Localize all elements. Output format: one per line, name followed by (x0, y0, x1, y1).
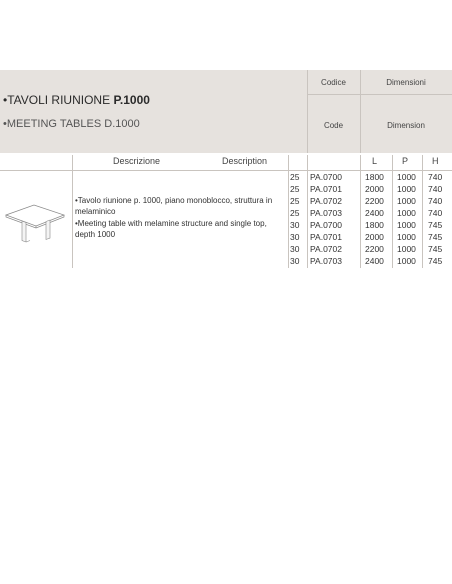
cell-p: 1000 (397, 220, 416, 230)
col-divider-image (72, 155, 73, 268)
cell-code: PA.0700 (310, 172, 342, 182)
header-row-divider (307, 94, 452, 95)
cell-p: 1000 (397, 208, 416, 218)
cell-h: 740 (428, 208, 443, 218)
description-header: Description (222, 156, 268, 166)
table-row (288, 232, 452, 244)
table-row (288, 244, 452, 256)
cell-p: 1000 (397, 256, 416, 266)
dimension-label: Dimension (387, 121, 425, 130)
cell-l: 2200 (365, 244, 384, 254)
cell-h: 745 (428, 244, 443, 254)
cell-n: 25 (290, 184, 300, 194)
table-row (288, 256, 452, 268)
meeting-table-illustration (4, 195, 66, 247)
cell-n: 30 (290, 232, 300, 242)
cell-h: 745 (428, 256, 443, 266)
cell-code: PA.0701 (310, 232, 342, 242)
title-italian-bold: P.1000 (113, 93, 150, 107)
cell-code: PA.0702 (310, 244, 342, 254)
codice-label: Codice (321, 78, 346, 87)
cell-n: 30 (290, 220, 300, 230)
subheader-bottom-line (0, 170, 452, 171)
description-italian: •Tavolo riunione p. 1000, piano monoblocco, struttura in melaminico (75, 196, 273, 217)
table-row (288, 172, 452, 184)
cell-n: 25 (290, 196, 300, 206)
cell-n: 25 (290, 172, 300, 182)
cell-h: 740 (428, 196, 443, 206)
cell-code: PA.0701 (310, 184, 342, 194)
dimensioni-label: Dimensioni (386, 78, 426, 87)
cell-p: 1000 (397, 196, 416, 206)
cell-h: 745 (428, 232, 443, 242)
p-header: P (402, 156, 409, 166)
cell-l: 2000 (365, 232, 384, 242)
descrizione-header: Descrizione (113, 156, 161, 166)
table-row (288, 184, 452, 196)
title-english: •MEETING TABLES D.1000 (3, 118, 140, 130)
cell-code: PA.0700 (310, 220, 342, 230)
h-header: H (432, 156, 439, 166)
description-english: •Meeting table with melamine structure and single top, depth 1000 (75, 218, 267, 239)
title-italian-text: •TAVOLI RIUNIONE (3, 93, 114, 107)
cell-l: 2200 (365, 196, 384, 206)
cell-p: 1000 (397, 184, 416, 194)
cell-n: 30 (290, 256, 300, 266)
table-row (288, 220, 452, 232)
l-header: L (372, 156, 378, 166)
cell-l: 1800 (365, 172, 384, 182)
cell-h: 740 (428, 184, 443, 194)
cell-n: 30 (290, 244, 300, 254)
cell-l: 1800 (365, 220, 384, 230)
cell-code: PA.0703 (310, 256, 342, 266)
cell-l: 2400 (365, 208, 384, 218)
cell-code: PA.0702 (310, 196, 342, 206)
cell-l: 2400 (365, 256, 384, 266)
cell-p: 1000 (397, 244, 416, 254)
table-row (288, 208, 452, 220)
table-row (288, 196, 452, 208)
cell-n: 25 (290, 208, 300, 218)
cell-p: 1000 (397, 232, 416, 242)
cell-h: 745 (428, 220, 443, 230)
cell-p: 1000 (397, 172, 416, 182)
cell-l: 2000 (365, 184, 384, 194)
title-italian (3, 93, 150, 107)
cell-h: 740 (428, 172, 443, 182)
product-description (75, 195, 285, 240)
code-label: Code (323, 121, 344, 130)
cell-code: PA.0703 (310, 208, 342, 218)
